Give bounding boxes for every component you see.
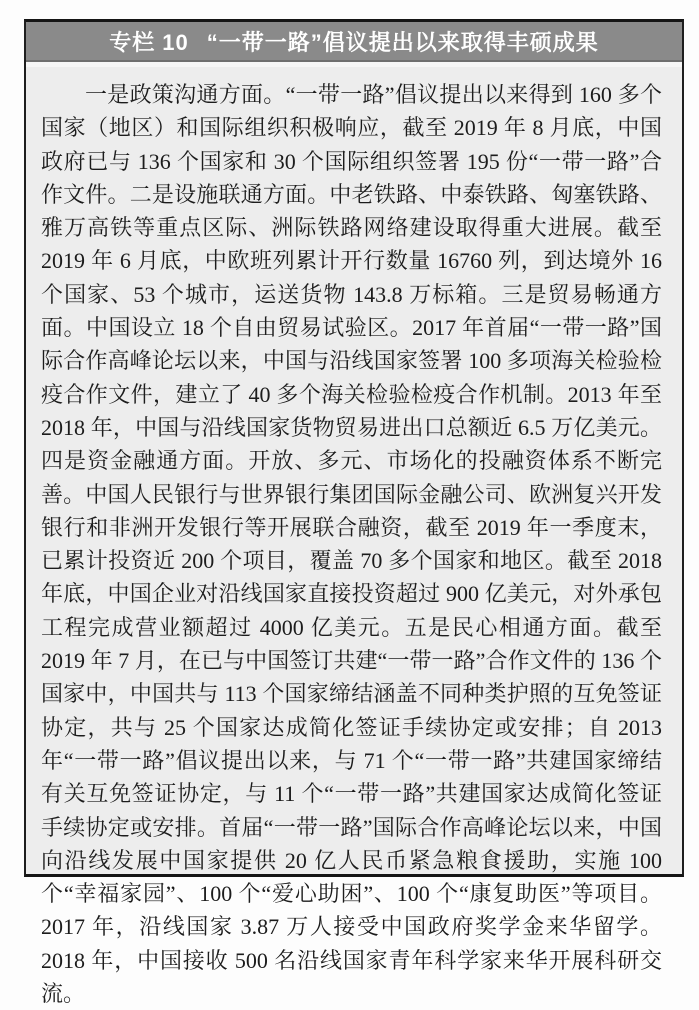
body-paragraph: 一是政策沟通方面。“一带一路”倡议提出以来得到 160 多个国家（地区）和国际组织积极响应，截至 2019 年 8 月底，中国政府已与 136 个国家和 30 个国际组织签署 195 份“一带一路”合作文件。二是设施联通方面。中老铁路、中泰铁路、匈塞铁路、雅万高铁等重点区际、洲际铁路网络建设取得重大进展。截至 2019 年 6 月底，中欧班列累计开行数量 16760 列，到达境外 16 个国家、53 个城市，运送货物 143.8 万标箱。三是贸易畅通方面。中国设立 18 个自由贸易试验区。2017 年首届“一带一路”国际合作高峰论坛以来，中国与沿线国家签署 100 多项海关检验检疫合作文件，建立了 40 多个海关检验检疫合作机制。2013 年至 2018 年，中国与沿线国家货物贸易进出口总额近 6.5 万亿美元。四是资金融通方面。开放、多元、市场化的投融资体系不断完善。中国人民银行与世界银行集团国际金融公司、欧洲复兴开发银行和非洲开发银行等开展联合融资，截至 2019 年一季度末，已累计投资近 200 个项目，覆盖 70 多个国家和地区。截至 2018 年底，中国企业对沿线国家直接投资超过 900 亿美元，对外承包工程完成营业额超过 4000 亿美元。五是民心相通方面。截至 2019 年 7 月，在已与中国签订共建“一带一路”合作文件的 136 个国家中，中国共与 113 个国家缔结涵盖不同种类护照的互免签证协定，共与 25 个国家达成简化签证手续协定或安排；自 2013 年“一带一路”倡议提出以来，与 71 个“一带一路”共建国家缔结有关互免签证协定，与 11 个“一带一路”共建国家达成简化签证手续协定或安排。首届“一带一路”国际合作高峰论坛以来，中国向沿线发展中国家提供 20 亿人民币紧急粮食援助，实施 100 个“幸福家园”、100 个“爱心助困”、100 个“康复助医”等项目。2017 年，沿线国家 3.87 万人接受中国政府奖学金来华留学。2018 年，中国接收 500 名沿线国家青年科学家来华开展科研交流。 xyxy=(41,82,662,1007)
column-box-body xyxy=(26,67,682,1010)
column-box xyxy=(24,19,684,1007)
column-box-header xyxy=(26,22,682,62)
column-box-number: 专栏 10 xyxy=(109,29,189,55)
column-box-title: “一带一路”倡议提出以来取得丰硕成果 xyxy=(206,29,599,55)
